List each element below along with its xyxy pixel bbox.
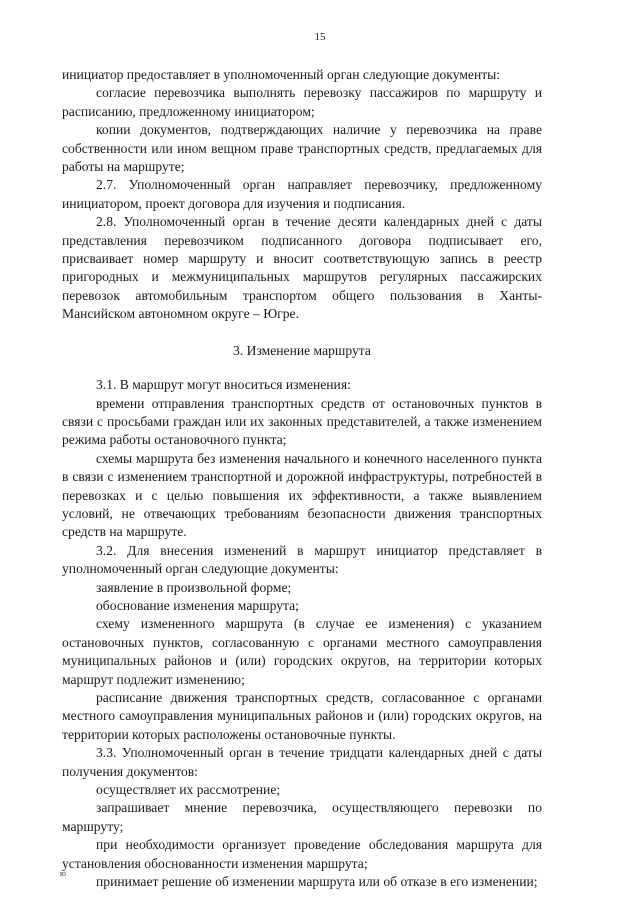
paragraph: инициатор предоставляет в уполномоченный орган следующие документы: [62, 67, 501, 82]
document-body [62, 66, 542, 891]
footer-mark: ю [60, 869, 66, 878]
paragraph: расписание движения транспортных средств, согласованное с органами местного самоуправления муниципальных районов и (или) городских округов, на территории которых расположены остановочные пункты. [62, 690, 542, 742]
section-heading: 3. Изменение маршрута [233, 342, 371, 358]
paragraph: 3.1. В маршрут могут вноситься изменения: [96, 377, 351, 393]
paragraph: при необходимости организует проведение обследования маршрута для установления обоснованности изменения маршрута; [62, 837, 542, 871]
paragraph: схемы маршрута без изменения начального и конечного населенного пункта в связи с изменением транспортной и дорожной инфраструктуры, потребностей в перевозках и с целью повышения их эффективности, а также выявлением условий, не отвечающих требованиям безопасности движения транспортных средств на маршруте. [62, 450, 542, 540]
paragraph: 3.3. Уполномоченный орган в течение тридцати календарных дней с даты получения документов: [62, 745, 542, 779]
paragraph: 2.8. Уполномоченный орган в течение десяти календарных дней с даты представления перевозчиком подписанного договора подписывает его, присваивает номер маршруту и вносит соответствующую запись в реестр пригородных и межмуниципальных маршрутов регулярных пассажирских перевозок автомобильным транспортом общего пользования в Ханты-Мансийском автономном округе – Югре. [62, 214, 542, 322]
paragraphs-bottom [62, 376, 542, 891]
paragraph: схему измененного маршрута (в случае ее изменения) с указанием остановочных пунктов, согласованную с органами местного самоуправления муниципальных районов и (или) городских округов, на территории которых маршрут подлежит изменению; [62, 616, 542, 687]
paragraph: запрашивает мнение перевозчика, осуществляющего перевозки по маршруту; [62, 800, 542, 834]
paragraph: заявление в произвольной форме; [96, 579, 292, 595]
paragraphs-top [62, 66, 542, 324]
paragraph: 2.7. Уполномоченный орган направляет перевозчику, предложенному инициатором, проект договора для изучения и подписания. [62, 177, 542, 211]
paragraph: обоснование изменения маршрута; [96, 597, 299, 613]
paragraph: осуществляет их рассмотрение; [96, 782, 281, 798]
paragraph: времени отправления транспортных средств от остановочных пунктов в связи с просьбами граждан или их законных представителей, а также изменением режима работы остановочного пункта; [62, 395, 542, 448]
paragraph: согласие перевозчика выполнять перевозку пассажиров по маршруту и расписанию, предложенному инициатором; [62, 85, 542, 119]
paragraph: 3.2. Для внесения изменений в маршрут инициатор представляет в уполномоченный орган следующие документы: [62, 542, 542, 577]
paragraph: копии документов, подтверждающих наличие у перевозчика на праве собственности или ином вещном праве транспортных средств, предлагаемых для работы на маршруте; [62, 122, 542, 175]
paragraph: принимает решение об изменении маршрута или об отказе в его изменении; [96, 874, 538, 890]
page-number: 15 [314, 31, 326, 43]
